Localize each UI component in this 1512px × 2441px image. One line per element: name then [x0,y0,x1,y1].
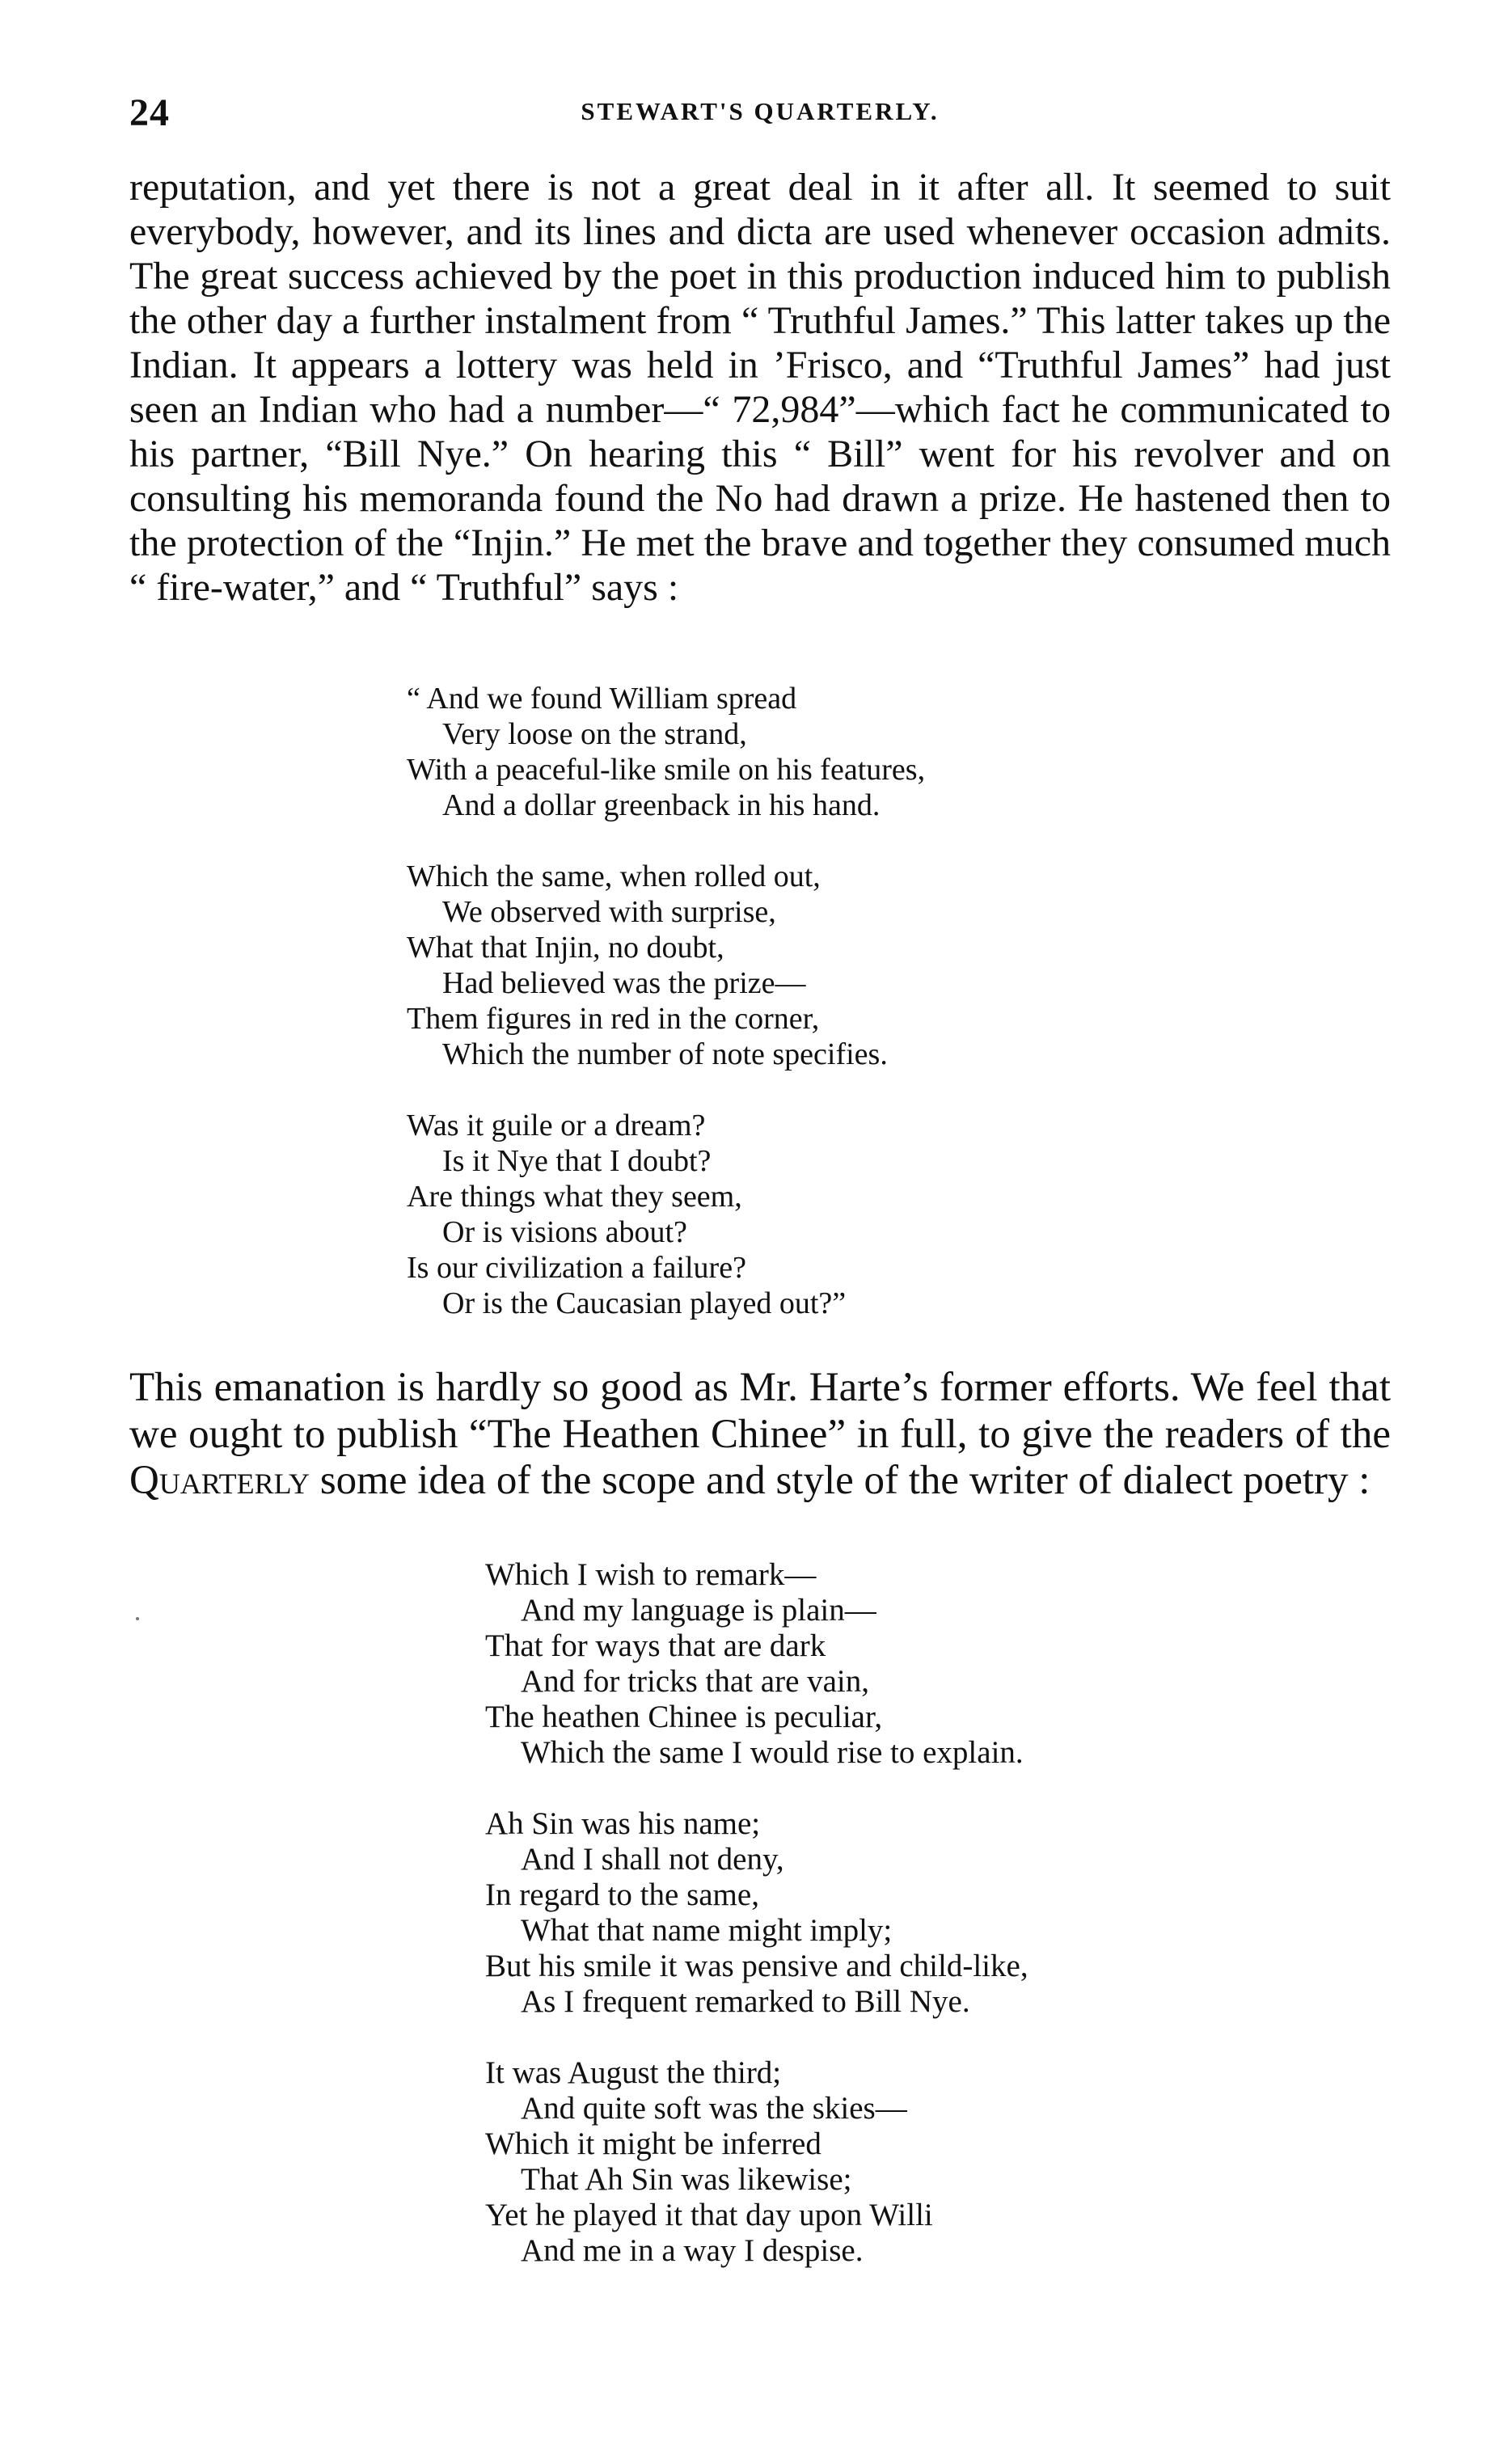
verse-line: And quite soft was the skies— [521,2091,907,2126]
verse-block-2 [485,1557,1028,2269]
verse-line: Was it guile or a dream? [407,1109,706,1142]
verse-line: And I shall not deny, [521,1842,784,1877]
stanza [407,681,925,823]
verse-line: And my language is plain— [521,1593,876,1628]
verse-line: Which the same I would rise to explain. [521,1735,1024,1770]
stanza [485,1557,1028,1771]
verse-line: Them figures in red in the corner, [407,1002,820,1036]
verse-line: Is our civilization a failure? [407,1251,746,1285]
page-header [129,91,1391,139]
verse-line: What that name might imply; [521,1913,893,1948]
prose-paragraph-1: reputation, and yet there is not a great deal in it after all. It seemed to suit everybody, however, and its lines and dicta are used whenever occasion admits. The great success achieved by the poet in this production induced him to publish the other day a further instalment from “ Truthful James.” This latter takes up the Indian. It appears a lottery was held in ’Frisco, and “Truthful James” had just seen an Indian who had a number—“ 72,984”—which fact he communicated to his partner, “Bill Nye.” On hearing this “ Bill” went for his revolver and on consulting his memoranda found the No had drawn a prize. He hastened then to the protection of the “Injin.” He met the brave and together they consumed much “ fire-water,” and “ Truthful” says : [129,166,1391,609]
prose-text: This emanation is hardly so good as Mr. Harte’s former efforts. We feel that we ought to publish “The Heathen Chinee” in full, to give the readers of the [129,1365,1391,1457]
quarterly-small-caps: Quarterly [129,1458,310,1503]
verse-block-1 [407,681,925,1321]
verse-line: And me in a way I despise. [521,2233,864,2268]
stanza [485,2055,1028,2269]
stanza [407,1108,925,1321]
verse-line: Which it might be inferred [485,2126,821,2161]
stanza [407,859,925,1072]
verse-line: In regard to the same, [485,1877,759,1912]
verse-line: Is it Nye that I doubt? [442,1144,712,1178]
verse-line: With a peaceful-like smile on his features, [407,753,926,787]
running-head: STEWART'S QUARTERLY. [581,97,940,125]
verse-line: Or is the Caucasian played out?” [442,1286,847,1320]
verse-line: Very loose on the strand, [442,717,747,751]
verse-line: Are things what they seem, [407,1180,742,1214]
verse-line: And for tricks that are vain, [521,1664,870,1699]
verse-line: It was August the third; [485,2055,782,2090]
verse-line: What that Injin, no doubt, [407,931,724,965]
verse-line: Or is visions about? [442,1215,687,1249]
verse-line: That for ways that are dark [485,1628,826,1663]
verse-line: Which the same, when rolled out, [407,859,821,893]
verse-line: That Ah Sin was likewise; [521,2162,852,2197]
ink-speck [136,1617,139,1620]
verse-line: We observed with surprise, [442,895,776,929]
verse-line: The heathen Chinee is peculiar, [485,1700,883,1734]
page-number: 24 [129,91,170,134]
stanza [485,1806,1028,2020]
verse-line: Ah Sin was his name; [485,1806,761,1841]
verse-line: And a dollar greenback in his hand. [442,788,881,822]
verse-line: “ And we found William spread [407,682,797,716]
prose-paragraph-2 [129,1365,1391,1505]
verse-line: As I frequent remarked to Bill Nye. [521,1984,970,2019]
prose-text: some idea of the scope and style of the writer of dialect poetry : [310,1458,1371,1503]
verse-line: Which the number of note specifies. [442,1037,888,1071]
verse-line: Which I wish to remark— [485,1557,817,1592]
verse-line: But his smile it was pensive and child-like, [485,1949,1028,1983]
verse-line: Had believed was the prize— [442,966,806,1000]
verse-line: Yet he played it that day upon Willi [485,2198,933,2232]
